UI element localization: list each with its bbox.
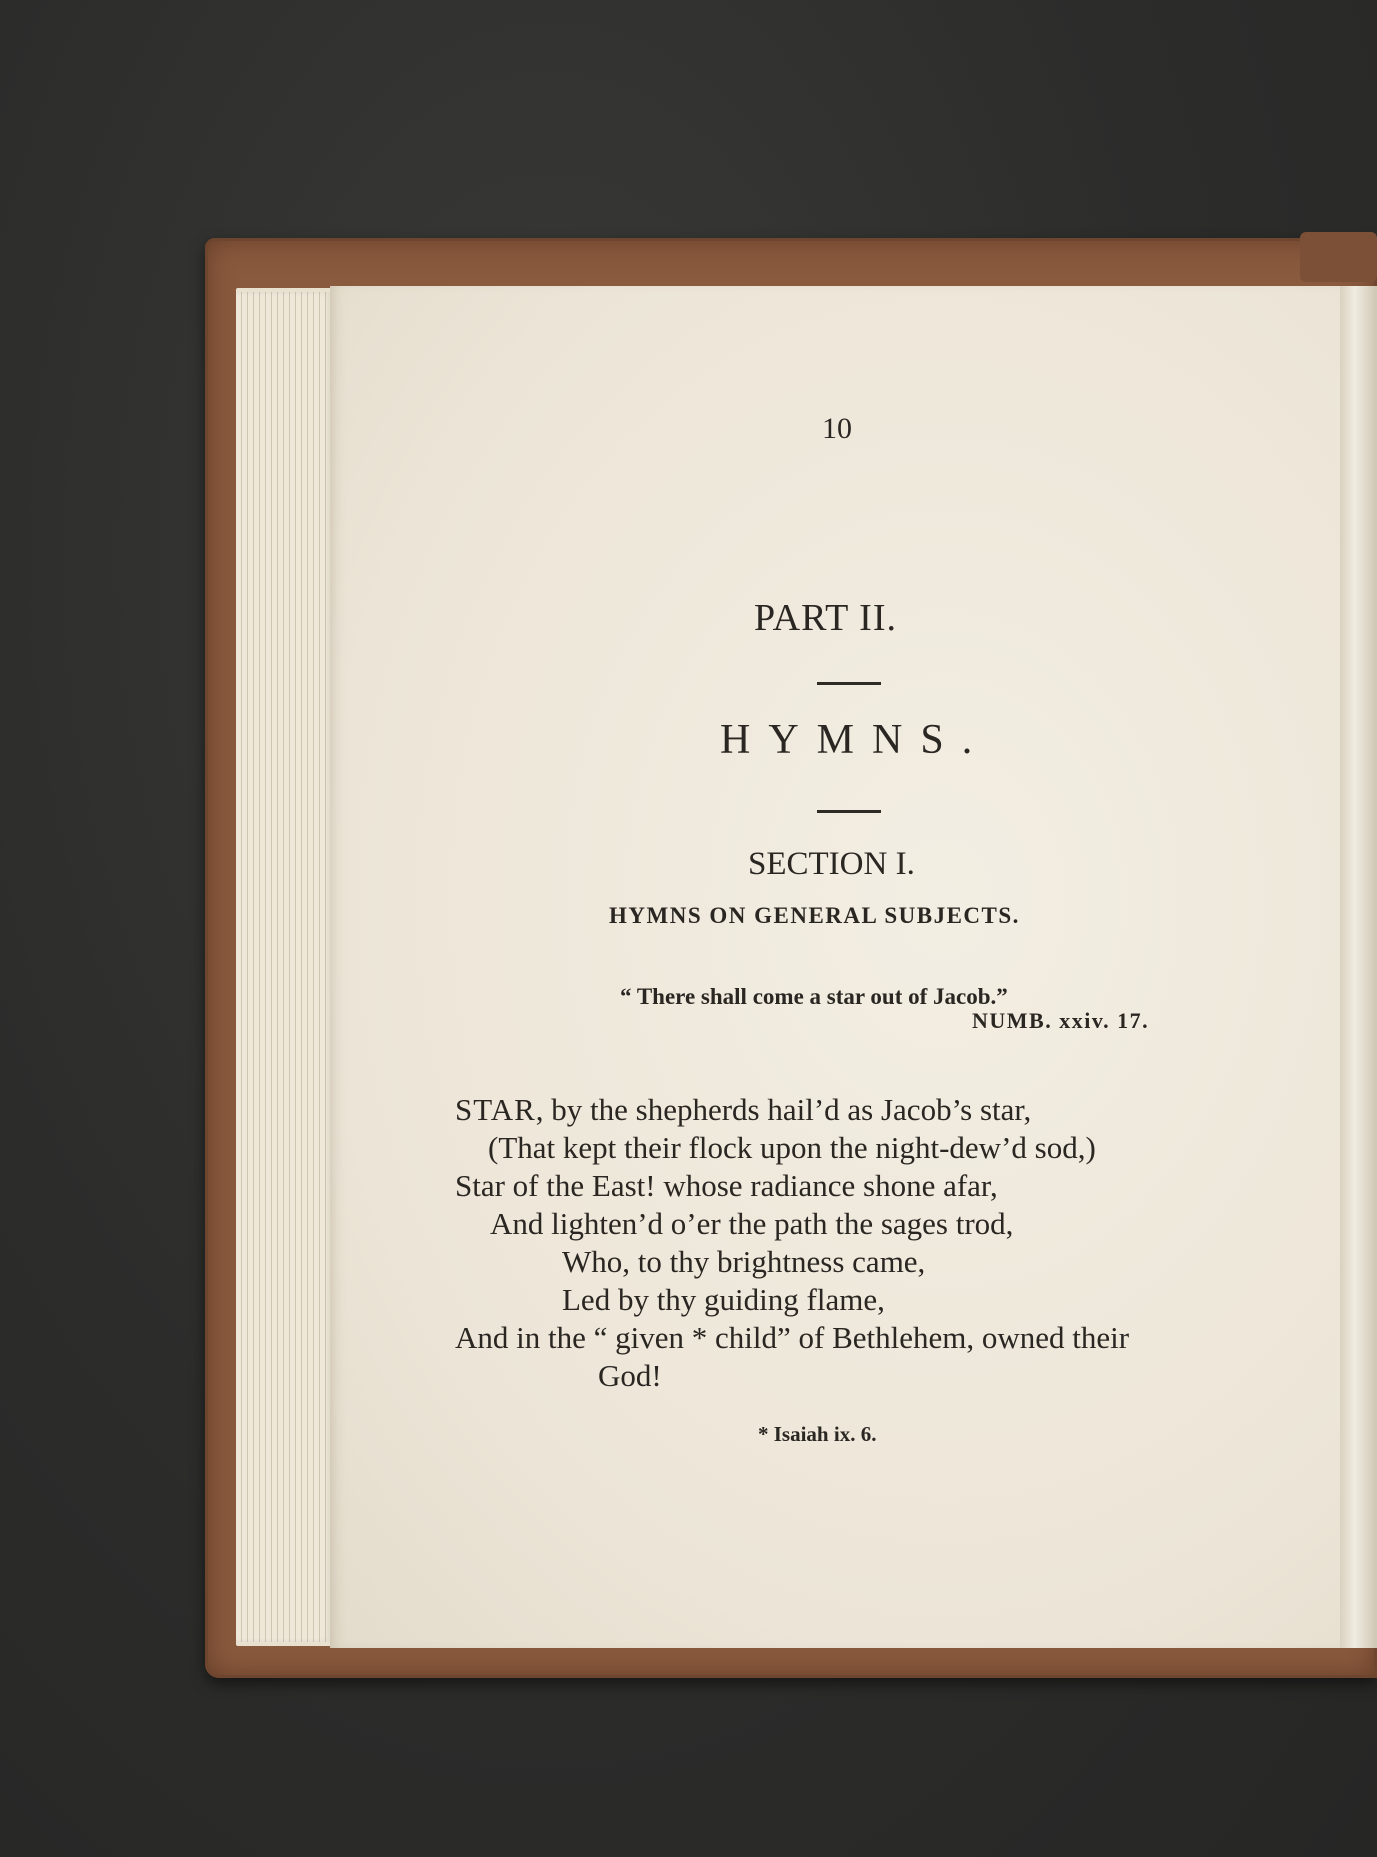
footnote: * Isaiah ix. 6.	[758, 1422, 877, 1446]
cover-corner	[1300, 232, 1377, 282]
hymns-heading: HYMNS.	[720, 717, 991, 763]
section-title: SECTION I.	[748, 846, 915, 882]
page-number: 10	[822, 412, 852, 445]
verse-line-7: And in the “ given * child” of Bethlehem, owned their	[455, 1320, 1130, 1355]
verse-line-6: Led by thy guiding flame,	[562, 1282, 885, 1317]
verse-line-3: Star of the East! whose radiance shone afar,	[455, 1168, 998, 1203]
verse-initial-word: STAR	[455, 1092, 536, 1127]
page-gutter	[1340, 286, 1377, 1648]
epigraph: “ There shall come a star out of Jacob.”	[620, 984, 1008, 1009]
verse-line-4: And lighten’d o’er the path the sages trod,	[490, 1206, 1014, 1241]
divider-rule	[817, 682, 881, 685]
verse-line-5: Who, to thy brightness came,	[562, 1244, 926, 1279]
epigraph-reference: NUMB. xxiv. 17.	[972, 1008, 1150, 1033]
page-edges	[236, 292, 332, 1642]
verse-line-1-rest: , by the shepherds hail’d as Jacob’s star,	[535, 1092, 1032, 1127]
part-title: PART II.	[754, 597, 897, 639]
verse-line-8: God!	[598, 1358, 662, 1393]
section-subtitle: HYMNS ON GENERAL SUBJECTS.	[609, 903, 1020, 928]
verse-line-1	[455, 1092, 1031, 1128]
divider-rule	[817, 810, 881, 813]
verse-line-2: (That kept their flock upon the night-dew’d sod,)	[488, 1130, 1096, 1165]
